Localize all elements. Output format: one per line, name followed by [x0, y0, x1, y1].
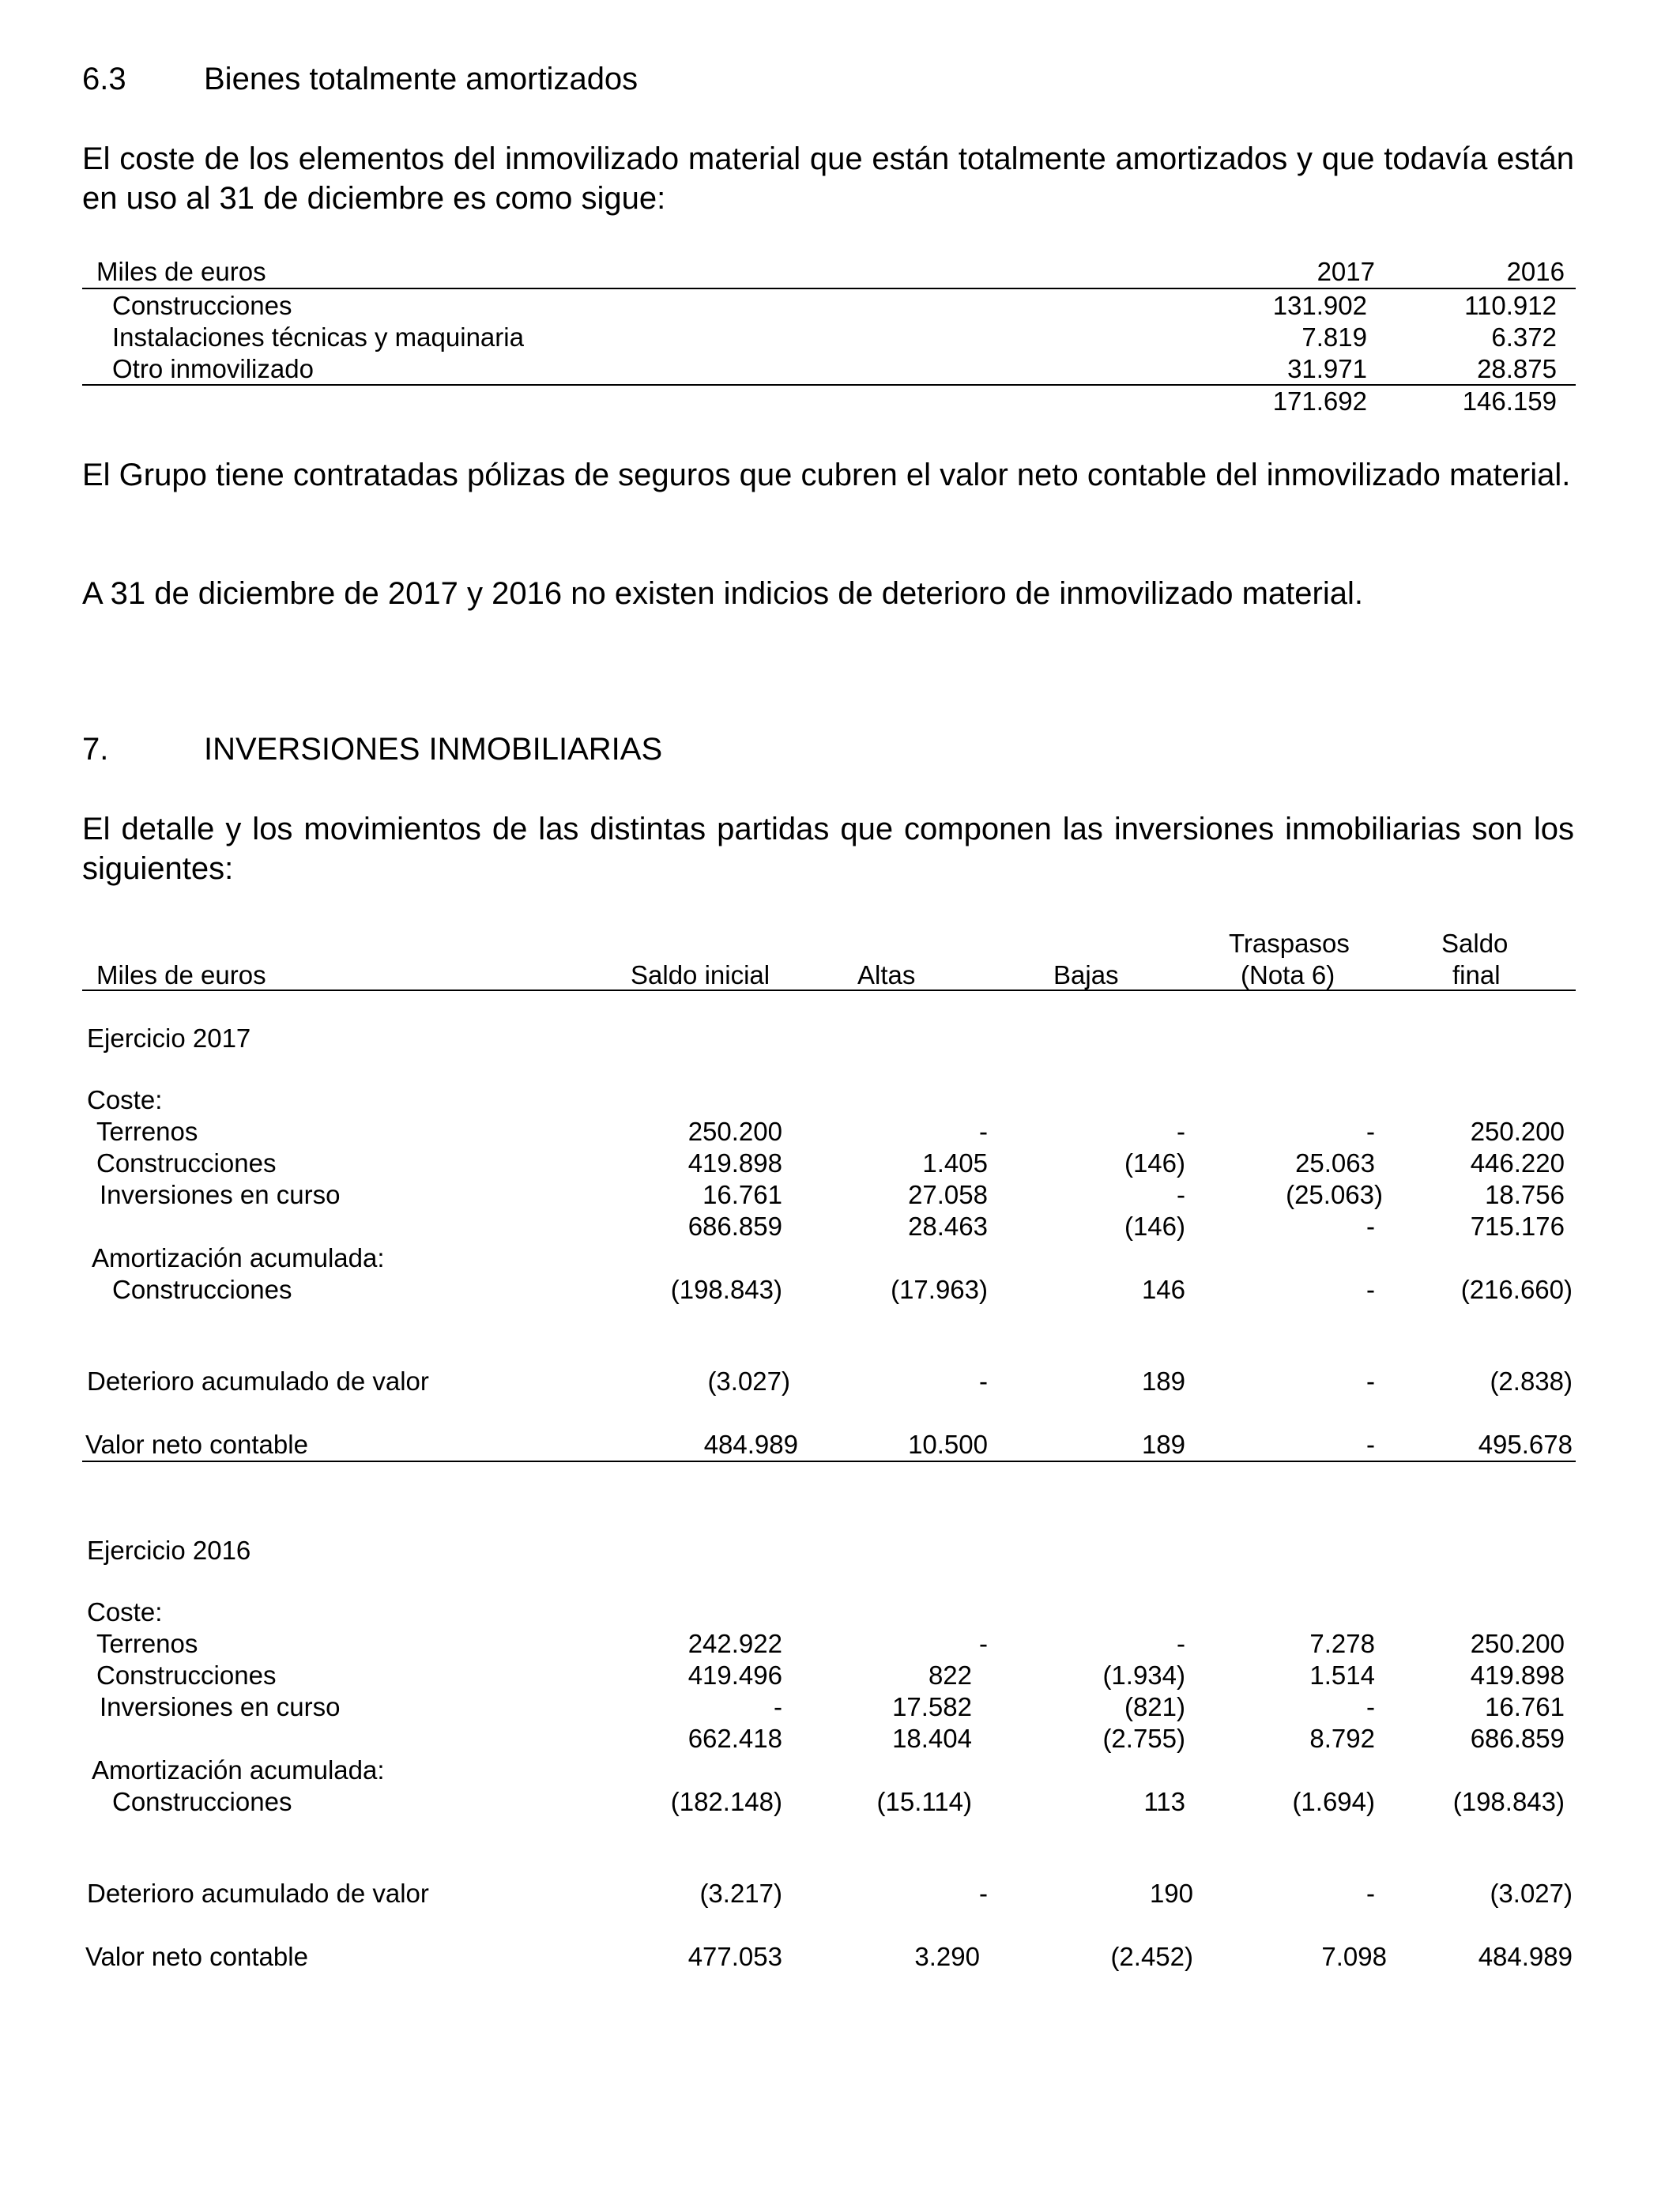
table-cell: (25.063): [1286, 1180, 1383, 1209]
table-cell: (182.148): [670, 1787, 782, 1816]
table-cell: 7.278: [1309, 1629, 1375, 1658]
table-cell: -: [774, 1692, 782, 1721]
table-cell: 27.058: [908, 1180, 988, 1209]
table-cell: 3.290: [914, 1942, 980, 1971]
table-cell: 7.098: [1321, 1942, 1387, 1971]
year-title: Ejercicio 2016: [87, 1536, 251, 1565]
table-cell: 7.819: [1301, 322, 1367, 352]
table-unit-label: Miles de euros: [96, 257, 266, 286]
table-row-label: Inversiones en curso: [100, 1180, 341, 1209]
subtotal-cell: 686.859: [1470, 1724, 1565, 1753]
subtotal-cell: 662.418: [687, 1724, 782, 1753]
table-cell: -: [1177, 1629, 1185, 1658]
table-total: 171.692: [1272, 386, 1367, 416]
table-row-label: Construcciones: [112, 291, 292, 320]
table-row-label: Deterioro acumulado de valor: [87, 1879, 429, 1908]
table-cell: (3.027): [1490, 1879, 1573, 1908]
table-cell: -: [979, 1367, 988, 1396]
table-cell: 250.200: [1470, 1629, 1565, 1658]
table-unit-label: Miles de euros: [96, 960, 266, 990]
table-cell: (821): [1124, 1692, 1185, 1721]
subtotal-cell: 715.176: [1470, 1212, 1565, 1241]
table-cell: 17.582: [892, 1692, 972, 1721]
table-row-label: Otro inmovilizado: [112, 354, 314, 383]
table-total: 146.159: [1462, 386, 1557, 416]
table-cell: (2.452): [1110, 1942, 1193, 1971]
table-cell: -: [1177, 1117, 1185, 1146]
paragraph: El Grupo tiene contratadas pólizas de seguros que cubren el valor neto contable del inmovilizado material.: [82, 458, 1571, 492]
table-cell: 189: [1141, 1367, 1185, 1396]
section-number: 7.: [82, 732, 109, 767]
table-cell: 113: [1143, 1787, 1185, 1816]
paragraph: El detalle y los movimientos de las distintas partidas que componen las inversiones inmobiliarias son los siguientes:: [82, 812, 1574, 886]
table-cell: 242.922: [687, 1629, 782, 1658]
table-cell: (2.838): [1490, 1367, 1573, 1396]
column-header: Altas: [857, 960, 916, 990]
table-row-label: Terrenos: [96, 1117, 198, 1146]
table-row-label: Construcciones: [96, 1661, 277, 1690]
table-row-label: Construcciones: [112, 1275, 292, 1304]
table-cell: -: [1366, 1275, 1375, 1304]
column-header: final: [1452, 960, 1501, 990]
table-cell: (15.114): [876, 1787, 972, 1816]
table-rule: [82, 288, 1576, 289]
section-title: INVERSIONES INMOBILIARIAS: [204, 732, 663, 767]
table-cell: -: [979, 1117, 988, 1146]
table-cell: (3.027): [707, 1367, 790, 1396]
paragraph: A 31 de diciembre de 2017 y 2016 no existen indicios de deterioro de inmovilizado material.: [82, 576, 1363, 611]
table-cell: (146): [1124, 1148, 1185, 1178]
table-cell: -: [1366, 1692, 1375, 1721]
table-cell: -: [1366, 1367, 1375, 1396]
table-cell: 419.898: [687, 1148, 782, 1178]
table-cell: 484.989: [703, 1430, 798, 1459]
table-cell: 484.989: [1478, 1942, 1573, 1971]
table-cell: 16.761: [703, 1180, 782, 1209]
subtotal-cell: 28.463: [908, 1212, 988, 1241]
table-rule: [82, 990, 1576, 991]
column-header: 2017: [1317, 257, 1375, 286]
table-cell: -: [979, 1879, 988, 1908]
table-row-label: Valor neto contable: [85, 1942, 308, 1971]
table-cell: 28.875: [1477, 354, 1557, 383]
table-cell: -: [1177, 1180, 1185, 1209]
year-title: Ejercicio 2017: [87, 1023, 251, 1053]
table-cell: 419.898: [1470, 1661, 1565, 1690]
subtotal-cell: (146): [1124, 1212, 1185, 1241]
column-header: Saldo: [1441, 929, 1509, 958]
column-header: Saldo inicial: [631, 960, 770, 990]
table-row-label: Instalaciones técnicas y maquinaria: [112, 322, 524, 352]
table-cell: 250.200: [687, 1117, 782, 1146]
section-title: Bienes totalmente amortizados: [204, 62, 638, 96]
subtotal-cell: 686.859: [687, 1212, 782, 1241]
group-label: Coste:: [87, 1085, 163, 1114]
table-cell: -: [1366, 1879, 1375, 1908]
group-label: Amortización acumulada:: [92, 1755, 385, 1785]
table-cell: 10.500: [908, 1430, 988, 1459]
table-row-label: Deterioro acumulado de valor: [87, 1367, 429, 1396]
table-row-label: Terrenos: [96, 1629, 198, 1658]
column-header: Traspasos: [1229, 929, 1350, 958]
subtotal-cell: 18.404: [892, 1724, 972, 1753]
table-cell: -: [1366, 1430, 1375, 1459]
table-cell: (216.660): [1460, 1275, 1573, 1304]
table-row-label: Valor neto contable: [85, 1430, 308, 1459]
column-header: (Nota 6): [1241, 960, 1335, 990]
table-cell: 822: [928, 1661, 972, 1690]
table-cell: 131.902: [1272, 291, 1367, 320]
table-cell: 146: [1141, 1275, 1185, 1304]
table-cell: 495.678: [1478, 1430, 1573, 1459]
paragraph: El coste de los elementos del inmovilizado material que están totalmente amortizados y que todavía están en uso al 31 de diciembre es como sigue:: [82, 141, 1574, 216]
section-number: 6.3: [82, 62, 126, 96]
table-cell: 189: [1141, 1430, 1185, 1459]
column-header: Bajas: [1053, 960, 1119, 990]
table-cell: 446.220: [1470, 1148, 1565, 1178]
table-cell: (198.843): [670, 1275, 782, 1304]
table-cell: 6.372: [1491, 322, 1557, 352]
table-cell: 250.200: [1470, 1117, 1565, 1146]
table-cell: 31.971: [1287, 354, 1367, 383]
table-cell: 110.912: [1464, 291, 1557, 320]
group-label: Coste:: [87, 1597, 163, 1627]
table-row-label: Construcciones: [96, 1148, 277, 1178]
table-cell: 477.053: [687, 1942, 782, 1971]
table-cell: (198.843): [1452, 1787, 1565, 1816]
table-cell: 18.756: [1485, 1180, 1565, 1209]
table-cell: (17.963): [891, 1275, 988, 1304]
table-rule: [82, 1461, 1576, 1462]
table-row-label: Construcciones: [112, 1787, 292, 1816]
table-row-label: Inversiones en curso: [100, 1692, 341, 1721]
subtotal-cell: 8.792: [1309, 1724, 1375, 1753]
table-cell: (1.694): [1292, 1787, 1375, 1816]
table-cell: 25.063: [1295, 1148, 1375, 1178]
table-cell: 16.761: [1485, 1692, 1565, 1721]
table-cell: (1.934): [1102, 1661, 1185, 1690]
column-header: 2016: [1506, 257, 1565, 286]
table-cell: -: [979, 1629, 988, 1658]
table-cell: 1.405: [922, 1148, 988, 1178]
table-cell: 1.514: [1309, 1661, 1375, 1690]
subtotal-cell: -: [1366, 1212, 1375, 1241]
table-cell: (3.217): [699, 1879, 782, 1908]
table-cell: 190: [1149, 1879, 1193, 1908]
subtotal-cell: (2.755): [1102, 1724, 1185, 1753]
table-cell: 419.496: [687, 1661, 782, 1690]
table-cell: -: [1366, 1117, 1375, 1146]
group-label: Amortización acumulada:: [92, 1243, 385, 1272]
